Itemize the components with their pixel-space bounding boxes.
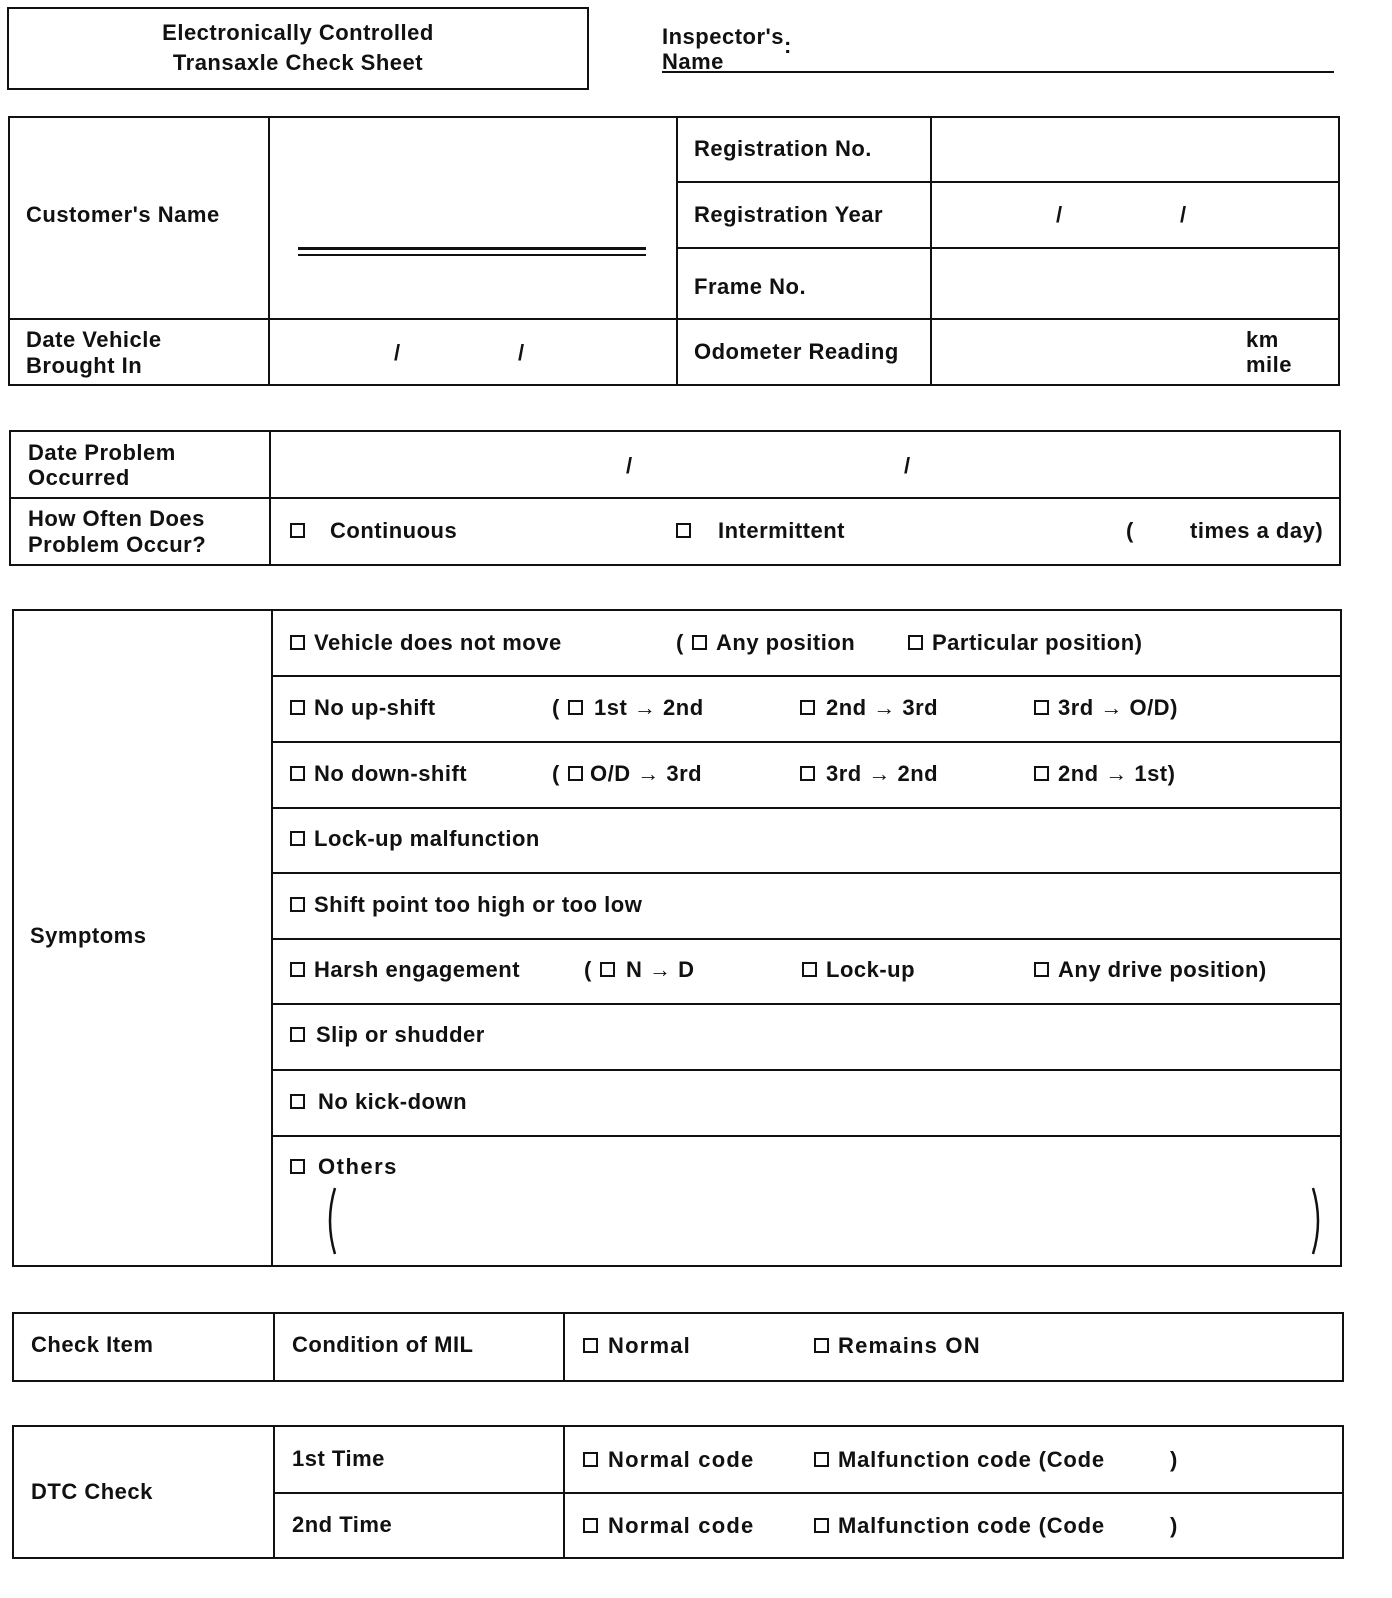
vehicle-does-not-move-checkbox[interactable] [290, 635, 305, 650]
no-up-shift-label: No up-shift [314, 695, 436, 720]
down-3rd-2nd-label: 3rd → 2nd [826, 761, 939, 786]
harsh-lock-up-checkbox[interactable] [802, 962, 817, 977]
mil-remains-on-label: Remains ON [838, 1333, 981, 1358]
up-1st-2nd-checkbox[interactable] [568, 700, 583, 715]
down-3rd-2nd-checkbox[interactable] [800, 766, 815, 781]
customer-name-label: Customer's Name [26, 202, 220, 227]
any-position-label: Any position [716, 630, 856, 655]
no-kick-down-label: No kick-down [318, 1089, 468, 1114]
customer-name-field[interactable] [298, 247, 646, 256]
up-1st-2nd-label: 1st → 2nd [594, 695, 704, 720]
how-often-label-line-2: Problem Occur? [28, 532, 207, 557]
up-3rd-od-label: 3rd → O/D) [1058, 695, 1178, 720]
dtc-second-normal-checkbox[interactable] [583, 1518, 598, 1533]
registration-no-label: Registration No. [694, 136, 872, 161]
title-line-1: Electronically Controlled [162, 20, 434, 45]
shift-point-label: Shift point too high or too low [314, 892, 643, 917]
row3-open-paren: ( [552, 761, 560, 786]
others-close-paren [1310, 1186, 1326, 1256]
dtc-first-malfunction-label: Malfunction code (Code [838, 1447, 1105, 1472]
row6-open-paren: ( [584, 957, 592, 982]
date-occurred-label-line-2: Occurred [28, 465, 130, 490]
odometer-unit-km: km [1246, 327, 1279, 352]
down-od-3rd-label: O/D → 3rd [590, 761, 703, 786]
times-a-day-open-paren: ( [1126, 518, 1134, 543]
symptoms-label: Symptoms [30, 923, 147, 948]
registration-year-label: Registration Year [694, 202, 884, 227]
down-2nd-1st-label: 2nd → 1st) [1058, 761, 1176, 786]
down-2nd-1st-checkbox[interactable] [1034, 766, 1049, 781]
any-position-checkbox[interactable] [692, 635, 707, 650]
inspector-name-field[interactable] [662, 71, 1334, 73]
harsh-n-d-label: N → D [626, 957, 695, 982]
dtc-check-label: DTC Check [31, 1479, 153, 1504]
dtc-first-close-paren: ) [1170, 1447, 1178, 1472]
check-item-label: Check Item [31, 1332, 154, 1357]
intermittent-label: Intermittent [718, 518, 845, 543]
date-brought-in-label-line-2: Brought In [26, 353, 143, 378]
dtc-second-malfunction-label: Malfunction code (Code [838, 1513, 1105, 1538]
date-brought-in-slash-2: / [518, 340, 525, 365]
no-up-shift-checkbox[interactable] [290, 700, 305, 715]
mil-normal-checkbox[interactable] [583, 1338, 598, 1353]
mil-normal-label: Normal [608, 1333, 691, 1358]
dtc-first-malfunction-checkbox[interactable] [814, 1452, 829, 1467]
date-occurred-slash-2: / [904, 453, 911, 478]
registration-year-slash-2: / [1180, 202, 1187, 227]
inspector-label-line-2: Name [662, 49, 724, 74]
intermittent-checkbox[interactable] [676, 523, 691, 538]
others-checkbox[interactable] [290, 1159, 305, 1174]
harsh-engagement-checkbox[interactable] [290, 962, 305, 977]
particular-position-label: Particular position) [932, 630, 1143, 655]
harsh-any-drive-position-label: Any drive position) [1058, 957, 1267, 982]
no-kick-down-checkbox[interactable] [290, 1094, 305, 1109]
odometer-label: Odometer Reading [694, 339, 899, 364]
continuous-label: Continuous [330, 518, 458, 543]
up-2nd-3rd-label: 2nd → 3rd [826, 695, 939, 720]
slip-or-shudder-label: Slip or shudder [316, 1022, 485, 1047]
date-occurred-label-line-1: Date Problem [28, 440, 176, 465]
harsh-n-d-checkbox[interactable] [600, 962, 615, 977]
slip-or-shudder-checkbox[interactable] [290, 1027, 305, 1042]
dtc-first-time-label: 1st Time [292, 1446, 385, 1471]
others-label: Others [318, 1154, 398, 1179]
down-od-3rd-checkbox[interactable] [568, 766, 583, 781]
odometer-field[interactable] [932, 320, 1232, 384]
how-often-label-line-1: How Often Does [28, 506, 205, 531]
dtc-first-normal-label: Normal code [608, 1447, 755, 1472]
shift-point-checkbox[interactable] [290, 897, 305, 912]
continuous-checkbox[interactable] [290, 523, 305, 538]
dtc-second-close-paren: ) [1170, 1513, 1178, 1538]
row2-open-paren: ( [552, 695, 560, 720]
inspector-colon: : [784, 33, 792, 58]
dtc-second-malfunction-checkbox[interactable] [814, 1518, 829, 1533]
inspector-label-line-1: Inspector's [662, 24, 784, 49]
particular-position-checkbox[interactable] [908, 635, 923, 650]
mil-remains-on-checkbox[interactable] [814, 1338, 829, 1353]
title-line-2: Transaxle Check Sheet [172, 50, 424, 75]
date-brought-in-slash-1: / [394, 340, 401, 365]
harsh-engagement-label: Harsh engagement [314, 957, 521, 982]
dtc-first-normal-checkbox[interactable] [583, 1452, 598, 1467]
frame-no-label: Frame No. [694, 274, 807, 299]
registration-year-slash-1: / [1056, 202, 1063, 227]
no-down-shift-checkbox[interactable] [290, 766, 305, 781]
harsh-lock-up-label: Lock-up [826, 957, 916, 982]
date-brought-in-label-line-1: Date Vehicle [26, 327, 162, 352]
others-open-paren [322, 1186, 338, 1256]
row1-open-paren: ( [676, 630, 684, 655]
times-a-day-label: times a day) [1190, 518, 1324, 543]
up-2nd-3rd-checkbox[interactable] [800, 700, 815, 715]
condition-of-mil-label: Condition of MIL [292, 1332, 474, 1357]
others-text-field[interactable] [340, 1190, 1306, 1252]
registration-no-field[interactable] [932, 118, 1338, 180]
frame-no-field[interactable] [932, 249, 1338, 317]
harsh-any-drive-position-checkbox[interactable] [1034, 962, 1049, 977]
date-occurred-slash-1: / [626, 453, 633, 478]
lock-up-malfunction-checkbox[interactable] [290, 831, 305, 846]
no-down-shift-label: No down-shift [314, 761, 468, 786]
dtc-second-time-label: 2nd Time [292, 1512, 393, 1537]
up-3rd-od-checkbox[interactable] [1034, 700, 1049, 715]
vehicle-does-not-move-label: Vehicle does not move [314, 630, 562, 655]
odometer-unit-mile: mile [1246, 352, 1293, 377]
lock-up-malfunction-label: Lock-up malfunction [314, 826, 540, 851]
dtc-second-normal-label: Normal code [608, 1513, 755, 1538]
